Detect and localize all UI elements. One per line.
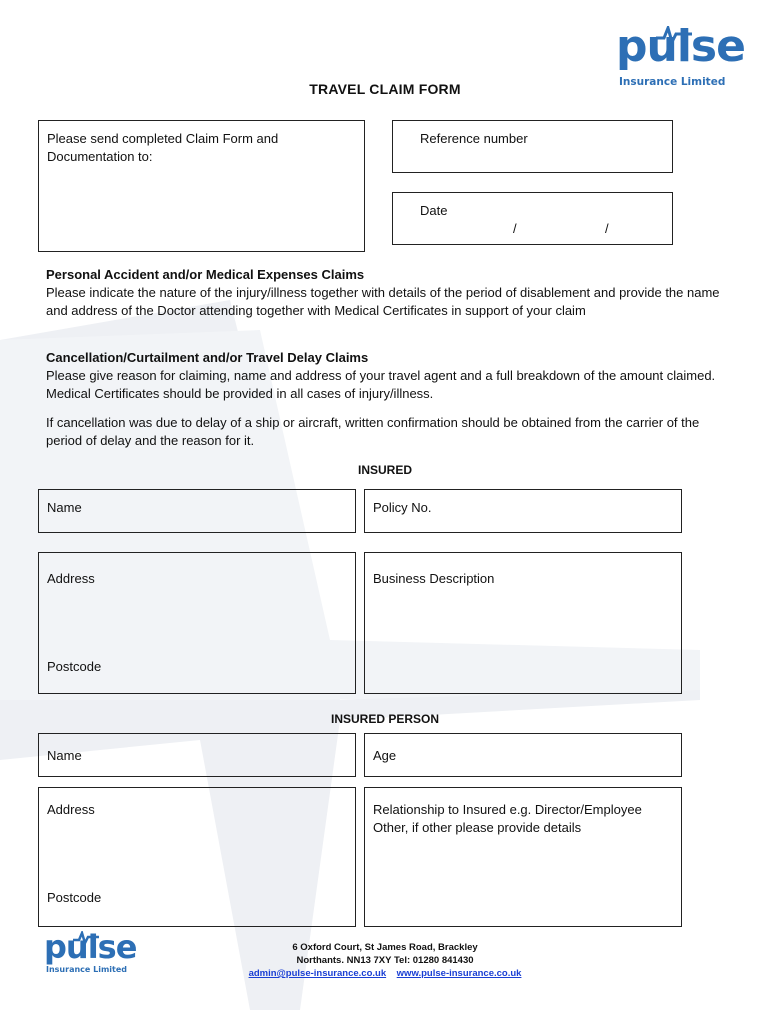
person-name-field[interactable] [38,733,356,777]
person-address-label: Address [47,802,95,817]
insured-heading: INSURED [357,463,412,477]
send-to-box[interactable] [38,120,365,252]
logo-wordmark: pulse [616,21,745,72]
relationship-field[interactable] [364,787,682,927]
date-separator-1: / [513,221,517,236]
date-field[interactable] [392,192,673,245]
insured-address-field[interactable] [38,552,356,694]
person-name-label: Name [47,748,82,763]
logo-pulse-icon [654,26,694,44]
reference-number-field[interactable] [392,120,673,173]
insured-address-label: Address [47,571,95,586]
footer-links [0,967,770,980]
reference-number-label: Reference number [420,131,528,146]
footer-website-link[interactable]: www.pulse-insurance.co.uk [396,968,522,979]
insured-name-field[interactable] [38,489,356,533]
footer-address-line1: 6 Oxford Court, St James Road, Brackley [292,942,478,953]
send-to-label: Please send completed Claim Form and Documentation to: [47,131,279,164]
business-description-field[interactable] [364,552,682,694]
insured-postcode-label: Postcode [47,659,102,674]
policy-number-label: Policy No. [373,500,432,515]
pa-heading: Personal Accident and/or Medical Expenses Claims [46,267,365,282]
footer-email-link[interactable]: admin@pulse-insurance.co.uk [248,968,387,979]
business-description-label: Business Description [373,571,495,586]
pa-text: Please indicate the nature of the injury/illness together with details of the period of disablement and provide the name and address of the Doctor attending together with Medical Certificates in support of your claim [46,285,720,318]
cancellation-text: Please give reason for claiming, name and address of your travel agent and a full breakdown of the amount claimed. Medical Certificates should be provided in all cases of injury/illness. [46,368,716,401]
relationship-label-line1: Relationship to Insured e.g. Director/Employee [373,802,642,817]
footer-address-line2: Northants. NN13 7XY Tel: 01280 841430 [296,955,474,966]
footer-logo-wordmark: pulse [44,928,137,966]
logo-subtitle: Insurance Limited [619,76,726,88]
person-age-field[interactable] [364,733,682,777]
insured-name-label: Name [47,500,82,515]
delay-text: If cancellation was due to delay of a ship or aircraft, written confirmation should be obtained from the carrier of the period of delay and the reason for it. [46,415,700,448]
person-age-label: Age [373,748,397,763]
date-separator-2: / [605,221,609,236]
cancellation-heading: Cancellation/Curtailment and/or Travel Delay Claims [46,350,369,365]
footer-address [0,941,770,980]
relationship-label-line2: Other, if other please provide details [373,820,582,835]
insured-person-heading: INSURED PERSON [330,712,440,726]
date-label: Date [420,203,448,218]
policy-number-field[interactable] [364,489,682,533]
page-title: TRAVEL CLAIM FORM [309,81,461,97]
person-postcode-label: Postcode [47,890,102,905]
person-address-field[interactable] [38,787,356,927]
footer-logo-subtitle: Insurance Limited [46,965,128,974]
